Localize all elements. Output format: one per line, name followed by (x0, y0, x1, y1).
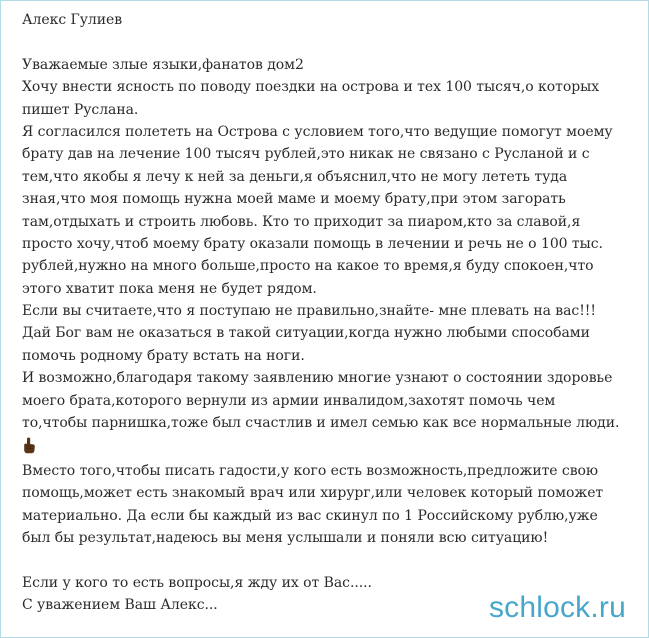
post-line: И возможно,благодаря такому заявлению многие узнают о состоянии здоровье (22, 370, 613, 387)
post-line: Дай Бог вам не оказаться в такой ситуации,когда нужно любыми способами (22, 325, 590, 342)
post-line: этого хватит пока меня не будет рядом. (22, 280, 317, 297)
post-closing: Если у кого то есть вопросы,я жду их от Вас..... (22, 574, 372, 591)
post-line: просто хочу,чтоб моему брату оказали помощь в лечении и речь не о 100 тыс. (22, 235, 603, 252)
post-body (22, 9, 644, 617)
post-signature: С уважением Ваш Алекс... (22, 597, 218, 614)
post-line: Уважаемые злые языки,фанатов дом2 (22, 56, 304, 73)
pointing-up-hand-icon (22, 437, 644, 459)
post-line: был бы результат,надеюсь вы меня услышали и поняли всю ситуацию! (22, 529, 549, 546)
post-line: пишет Руслана. (22, 101, 139, 118)
post-line: Вместо того,чтобы писать гадости,у кого есть возможность,предложите свою (22, 462, 599, 479)
post-line: помочь родному брату встать на ноги. (22, 347, 305, 364)
post-line: тем,что якобы я лечу к ней за деньги,я объяснил,что не могу лететь туда (22, 168, 568, 185)
post-line: Хочу внести ясность по поводу поездки на острова и тех 100 тысяч,о которых (22, 79, 600, 96)
post-line: помощь,может есть знакомый врач или хирург,или человек который поможет (22, 485, 604, 502)
post-line: Если вы считаете,что я поступаю не правильно,знайте- мне плевать на вас!!! (22, 303, 596, 320)
post-line: материально. Да если бы каждый из вас скинул по 1 Российскому рублю,уже (22, 507, 598, 524)
post-line: Я согласился полететь на Острова с условием того,что ведущие помогут моему (22, 123, 613, 140)
post-line: то,чтобы парнишка,тоже был счастлив и имел семью как все нормальные люди. (22, 415, 620, 432)
post-line: там,отдыхать и строить любовь. Кто то приходит за пиаром,кто за славой,я (22, 213, 581, 230)
site-watermark: schlock.ru (488, 591, 626, 624)
post-author: Алекс Гулиев (22, 12, 123, 28)
spacer (22, 549, 644, 571)
post-line: зная,что моя помощь нужна моей маме и моему брату,при этом загорать (22, 191, 566, 208)
post-line: рублей,нужно на много больше,просто на какое то время,я буду спокоен,что (22, 258, 594, 275)
spacer (22, 31, 644, 53)
post-line: брату дав на лечение 100 тысяч рублей,это никак не связано с Русланой и с (22, 146, 590, 163)
post-line: моего брата,которого вернули из армии инвалидом,захотят помочь чем (22, 392, 556, 409)
